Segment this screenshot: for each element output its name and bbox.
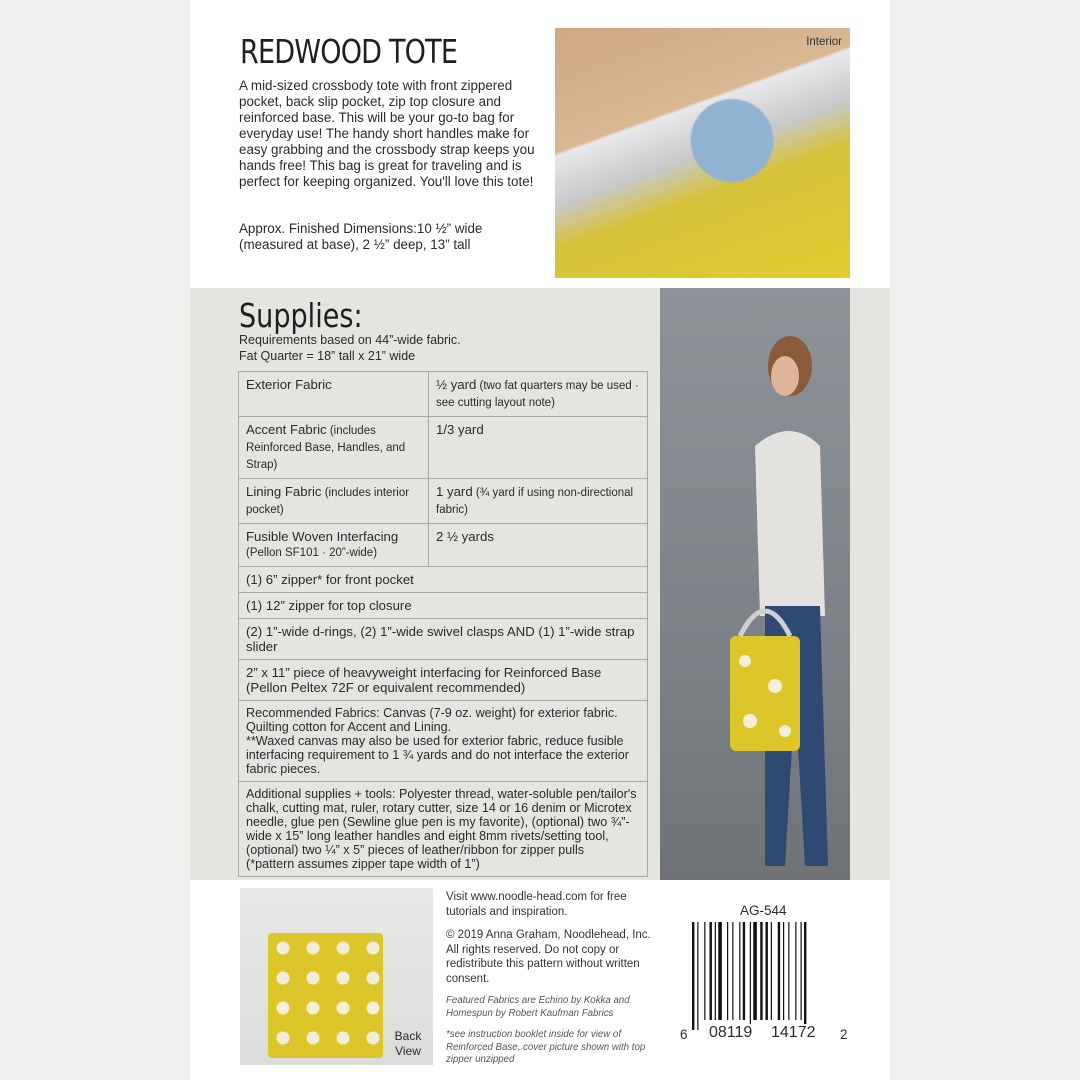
visit-link-text[interactable]: Visit www.noodle-head.com for free tutorials and inspiration. — [446, 891, 627, 918]
supply-amount: 2 ½ yards — [429, 524, 648, 567]
supply-name: Lining Fabric (includes interior pocket) — [239, 479, 429, 524]
footnote: *see instruction booklet inside for view of Reinforced Base, cover picture shown with top zipper unzipped — [446, 1029, 646, 1065]
supply-name: Exterior Fabric — [239, 372, 429, 417]
requirements — [239, 332, 461, 364]
interior-photo — [555, 28, 850, 278]
supply-item: (1) 12” zipper for top closure — [239, 593, 648, 619]
info-text — [446, 890, 666, 1076]
barcode-bar — [788, 922, 789, 1020]
barcode-bar — [783, 922, 784, 1020]
pattern-title: REDWOOD TOTE — [240, 32, 458, 71]
featured-fabrics: Featured Fabrics are Echino by Kokka and Homespun by Robert Kaufman Fabrics — [446, 995, 630, 1019]
barcode-bar — [760, 922, 762, 1020]
barcode-digits-left: 08119 — [709, 1024, 753, 1041]
table-row — [239, 567, 648, 593]
barcode-bar — [692, 922, 694, 1030]
supply-name: Fusible Woven Interfacing (Pellon SF101 · 20”-wide) — [239, 524, 429, 567]
barcode-bar — [718, 922, 722, 1020]
barcode-bar — [804, 922, 806, 1030]
barcode-bar — [743, 922, 745, 1020]
sku: AG-544 — [740, 903, 787, 918]
description: A mid-sized crossbody tote with front zippered pocket, back slip pocket, zip top closure and reinforced base. This will be your go-to bag for everyday use! The handy short handles make for easy grabbing and the crossbody strap keeps you hands free! This bag is great for traveling and is perfect for keeping organized. You'll love this tote! — [239, 78, 535, 189]
barcode-bar — [771, 922, 772, 1020]
table-row — [239, 619, 648, 660]
table-row — [239, 372, 648, 417]
barcode-bar — [739, 922, 740, 1020]
supply-item: 2” x 11” piece of heavyweight interfacing for Reinforced Base (Pellon Peltex 72F or equivalent recommended) — [239, 660, 648, 701]
barcode-digit-last: 2 — [840, 1027, 848, 1042]
requirement-line: Requirements based on 44”-wide fabric. — [239, 333, 461, 347]
bag-image — [268, 933, 383, 1058]
barcode-bar — [715, 922, 716, 1020]
table-row — [239, 782, 648, 877]
model-photo — [660, 288, 850, 880]
barcode-digits-right: 14172 — [771, 1024, 816, 1041]
barcode-bar — [710, 922, 712, 1020]
supply-item: (2) 1”-wide d-rings, (2) 1”-wide swivel clasps AND (1) 1”-wide strap slider — [239, 619, 648, 660]
supplies-section — [190, 288, 890, 880]
table-row — [239, 701, 648, 782]
barcode-bar — [778, 922, 780, 1020]
supply-amount: ½ yard (two fat quarters may be used · see cutting layout note) — [429, 372, 648, 417]
barcode-bar — [732, 922, 733, 1020]
barcode-bar — [697, 922, 698, 1030]
model-figure — [720, 316, 830, 876]
copyright: © 2019 Anna Graham, Noodlehead, Inc. All rights reserved. Do not copy or redistribute this pattern without written consent. — [446, 929, 651, 985]
interior-label: Interior — [806, 36, 842, 48]
barcode-bar — [801, 922, 802, 1020]
barcode-bar — [750, 922, 751, 1030]
barcode — [690, 922, 835, 1032]
supplies-title: Supplies: — [239, 296, 363, 335]
table-row — [239, 524, 648, 567]
finished-dimensions: Approx. Finished Dimensions:10 ½” wide (measured at base), 2 ½” deep, 13” tall — [239, 221, 483, 252]
barcode-bar — [766, 922, 768, 1020]
supply-amount: 1/3 yard — [429, 417, 648, 479]
pattern-back-cover — [190, 0, 890, 1080]
supplies-table — [238, 371, 648, 877]
back-view-photo — [240, 888, 433, 1065]
back-view-label: Back View — [394, 1029, 422, 1058]
table-row — [239, 479, 648, 524]
table-row — [239, 417, 648, 479]
supply-name: Accent Fabric (includes Reinforced Base, Handles, and Strap) — [239, 417, 429, 479]
barcode-digit-first: 6 — [680, 1027, 688, 1042]
table-row — [239, 593, 648, 619]
requirement-line: Fat Quarter = 18” tall x 21” wide — [239, 349, 416, 363]
table-row — [239, 660, 648, 701]
barcode-bar — [727, 922, 728, 1020]
supply-item: Additional supplies + tools: Polyester thread, water-soluble pen/tailor's chalk, cutting mat, ruler, rotary cutter, size 14 or 16 denim or Microtex needle, glue pen (Sewline glue pen is my favorite), (optional) two ¾”-wide x 15” long leather handles and eight 8mm rivets/setting tool, (optional) two ¼” x 5” pieces of leather/ribbon for zipper pulls (*pattern assumes zipper tape width of 1”) — [239, 782, 648, 877]
supply-item: (1) 6” zipper* for front pocket — [239, 567, 648, 593]
supply-amount: 1 yard (¾ yard if using non-directional fabric) — [429, 479, 648, 524]
barcode-bar — [704, 922, 705, 1020]
supply-item: Recommended Fabrics: Canvas (7-9 oz. weight) for exterior fabric. Quilting cotton for Accent and Lining. **Waxed canvas may also be used for exterior fabric, reduce fusible interfacing requirement to 1 ¾ yards and do not interface the exterior fabric pieces. — [239, 701, 648, 782]
barcode-bar — [753, 922, 757, 1020]
barcode-bar — [795, 922, 796, 1020]
